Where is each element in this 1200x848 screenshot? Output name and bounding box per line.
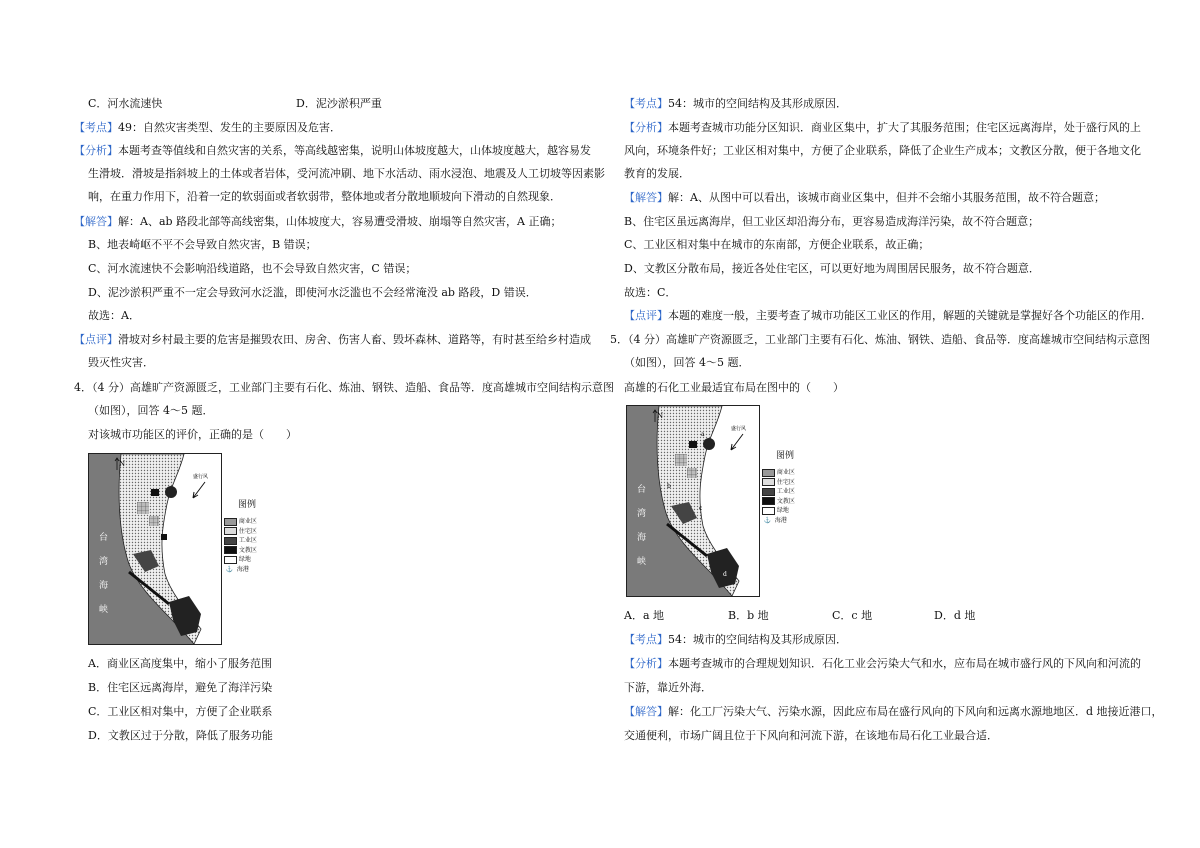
commercial-zone [149, 516, 159, 526]
question-4-stem-3: 对该城市功能区的评价，正确的是（ ） [88, 428, 297, 441]
culture-zone [165, 486, 177, 498]
point-a-label: a [701, 431, 705, 438]
answer-line: 故选：A． [88, 309, 140, 322]
dianping-line-1 [74, 332, 591, 347]
kaodian-tag: 【考点】 [624, 633, 668, 646]
commercial-zone [137, 502, 149, 514]
wind-label: 盛行风 [731, 426, 747, 432]
commercial-swatch [224, 518, 237, 526]
kaodian-line [74, 120, 341, 135]
jieda-text-4: D、泥沙淤积严重不一定会导致河水泛滥，即使河水泛滥也不会经常淹没 ab 路段，D 错误． [88, 286, 537, 299]
dianping-text-2: 毁灭性灾害． [88, 356, 154, 369]
anchor-icon: ⚓ [225, 565, 234, 573]
commercial-zone [675, 454, 687, 466]
city-map-figure-1 [88, 453, 222, 645]
legend-item [224, 526, 270, 536]
north-label: N [657, 412, 664, 420]
north-label: N [119, 460, 126, 468]
question-4-option-b: B．住宅区远离海岸，避免了海洋污染 [88, 681, 273, 694]
r-jieda-text-2: B、住宅区虽远离海岸，但工业区却沿海分布，更容易造成海洋污染，故不符合题意； [624, 215, 1040, 228]
legend-item [762, 515, 808, 524]
green-swatch [762, 507, 775, 515]
city-map-svg-2 [627, 406, 759, 596]
question-4-stem-2: （如图），回答 4～5 题． [88, 404, 214, 417]
jieda-line-1 [74, 214, 561, 229]
fenxi-tag: 【分析】 [624, 657, 668, 670]
sea-label-4: 峡 [637, 557, 647, 567]
legend-title: 图例 [237, 500, 256, 510]
legend-1 [224, 497, 270, 573]
dianping-text: 本题的难度一般，主要考查了城市功能区工业区的作用，解题的关键就是掌握好各个功能区的作用． [668, 309, 1152, 322]
fenxi-text-2: 生滑坡．滑坡是指斜坡上的土体或者岩体，受河流冲刷、地下水活动、雨水浸泡、地震及人工切坡等因素影 [88, 167, 605, 180]
r-fenxi-text-2: 风向，环境条件好；工业区相对集中，方便了企业联系，降低了企业生产成本；文教区分散，便于各地文化 [624, 144, 1141, 157]
legend-title: 图例 [775, 451, 794, 461]
dianping-text-1: 滑坡对乡村最主要的危害是摧毁农田、房舍、伤害人畜、毁坏森林、道路等，有时甚至给乡村造成 [118, 333, 591, 346]
commercial-swatch [762, 469, 775, 477]
fenxi-text-1: 本题考查城市的合理规划知识．石化工业会污染大气和水，应布局在城市盛行风的下风向和河流的 [668, 657, 1141, 670]
jieda-text-1: 解：A、从图中可以看出，该城市商业区集中，但并不会缩小其服务范围，故不符合题意； [668, 191, 1105, 204]
culture-zone [689, 441, 697, 448]
city-map-figure-2 [626, 405, 760, 597]
fenxi-text-1: 本题考查等值线和自然灾害的关系，等高线越密集，说明山体坡度越大，山体坡度越大，越容易发 [118, 144, 591, 157]
r-kaodian-line [624, 96, 847, 111]
sea-label-2: 湾 [637, 509, 647, 519]
r-answer-line: 故选：C． [624, 286, 677, 299]
legend-item [224, 516, 270, 526]
legend-label: 海港 [236, 565, 249, 573]
legend-item [762, 496, 808, 506]
sea-label-2: 湾 [99, 557, 109, 567]
r-fenxi2-text-2: 下游，靠近外海． [624, 681, 712, 694]
legend-label: 商业区 [776, 469, 795, 476]
legend-label: 绿地 [238, 556, 251, 563]
jieda-text-2: B、地表崎岖不平不会导致自然灾害，B 错误； [88, 238, 317, 251]
legend-item [762, 477, 808, 487]
residential-swatch [762, 478, 775, 486]
sea-label-3: 海 [637, 533, 647, 543]
jieda-tag: 【解答】 [624, 191, 668, 204]
r-jieda2-text-2: 交通便利，市场广阔且位于下风向和河流下游，在该地布局石化工业最合适． [624, 729, 998, 742]
legend-item [762, 467, 808, 477]
legend-item [224, 564, 270, 573]
culture-swatch [762, 497, 775, 505]
kaodian-text: 54：城市的空间结构及其形成原因． [668, 97, 847, 110]
kaodian-tag: 【考点】 [74, 121, 118, 134]
kaodian-tag: 【考点】 [624, 97, 668, 110]
question-5-option-a: A．a 地 [624, 609, 664, 622]
industrial-swatch [762, 488, 775, 496]
residential-swatch [224, 527, 237, 535]
fenxi-tag: 【分析】 [74, 144, 118, 157]
legend-label: 住宅区 [238, 527, 257, 535]
point-c-label: c [699, 505, 703, 512]
legend-label: 商业区 [238, 518, 257, 525]
fenxi-text-1: 本题考查城市功能分区知识．商业区集中，扩大了其服务范围；住宅区远离海岸，处于盛行风的上 [668, 121, 1141, 134]
legend-item [224, 554, 270, 564]
point-b-label: b [667, 483, 671, 490]
legend-label: 工业区 [776, 488, 795, 495]
question-4-option-a: A．商业区高度集中，缩小了服务范围 [88, 657, 272, 670]
question-5-stem-3: 高雄的石化工业最适宜布局在图中的（ ） [624, 381, 844, 394]
question-4-option-c: C．工业区相对集中，方便了企业联系 [88, 705, 273, 718]
jieda-text-1: 解：A、ab 路段北部等高线密集，山体坡度大，容易遭受滑坡、崩塌等自然灾害，A 正确； [118, 215, 562, 228]
jieda-text-1: 解：化工厂污染大气、污染水源，因此应布局在盛行风向的下风向和远离水源地地区．d 地接近港口， [668, 705, 1163, 718]
legend-label: 海港 [774, 516, 787, 524]
legend-item [224, 545, 270, 555]
culture-zone [151, 489, 159, 496]
culture-zone [161, 534, 167, 540]
wind-label: 盛行风 [193, 474, 209, 480]
legend-item [224, 535, 270, 545]
fenxi-line-1 [74, 143, 591, 158]
question-5-option-b: B．b 地 [728, 609, 769, 622]
dianping-tag: 【点评】 [74, 333, 118, 346]
commercial-zone [687, 468, 697, 478]
question-4-option-d: D．文教区过于分散，降低了服务功能 [88, 729, 273, 742]
wind-arrow-icon [731, 434, 743, 450]
fenxi-text-3: 响，在重力作用下，沿着一定的软弱面或者软弱带，整体地或者分散地顺坡向下滑动的自然现象． [88, 190, 561, 203]
dianping-tag: 【点评】 [624, 309, 668, 322]
legend-label: 文教区 [776, 497, 795, 505]
sea-label-4: 峡 [99, 605, 109, 615]
r-dianping-line [624, 308, 1152, 323]
jieda-text-3: C、河水流速快不会影响沿线道路，也不会导致自然灾害，C 错误； [88, 262, 417, 275]
fenxi-tag: 【分析】 [624, 121, 668, 134]
question-5-stem-2: （如图），回答 4～5 题． [624, 356, 750, 369]
legend-label: 住宅区 [776, 478, 795, 486]
question-5-option-c: C．c 地 [832, 609, 873, 622]
legend-item [762, 505, 808, 515]
legend-label: 绿地 [776, 507, 789, 514]
legend-item [762, 486, 808, 496]
r-jieda-text-4: D、文教区分散布局，接近各处住宅区，可以更好地为周围居民服务，故不符合题意． [624, 262, 1040, 275]
legend-label: 文教区 [238, 546, 257, 554]
r-fenxi2-line-1 [624, 656, 1141, 671]
option-c: C．河水流速快 [88, 97, 163, 110]
question-5-stem-1: 5．（4 分）高雄旷产资源匮乏，工业部门主要有石化、炼油、钢铁、造船、食品等．度高雄城市空间结构示意图 [610, 333, 1150, 346]
sea-label-3: 海 [99, 581, 109, 591]
kaodian-text: 49：自然灾害类型、发生的主要原因及危害． [118, 121, 341, 134]
jieda-tag: 【解答】 [74, 215, 118, 228]
culture-zone [703, 438, 715, 450]
r-jieda-line-1 [624, 190, 1105, 205]
jieda-tag: 【解答】 [624, 705, 668, 718]
wind-arrow-icon [193, 482, 205, 498]
point-d-label: d [723, 571, 727, 578]
green-swatch [224, 556, 237, 564]
sea-label-1: 台 [99, 533, 109, 543]
kaodian-text: 54：城市的空间结构及其形成原因． [668, 633, 847, 646]
option-d: D．泥沙淤积严重 [296, 97, 382, 110]
legend-2 [762, 448, 808, 524]
question-4-stem-1: 4．（4 分）高雄旷产资源匮乏，工业部门主要有石化、炼油、钢铁、造船、食品等．度高雄城市空间结构示意图 [74, 381, 614, 394]
r-jieda2-line-1 [624, 704, 1163, 719]
legend-label: 工业区 [238, 537, 257, 544]
r-fenxi-text-3: 教育的发展． [624, 167, 690, 180]
question-5-option-d: D．d 地 [934, 609, 976, 622]
industrial-swatch [224, 537, 237, 545]
anchor-icon: ⚓ [763, 516, 772, 524]
r-kaodian2-line [624, 632, 847, 647]
r-jieda-text-3: C、工业区相对集中在城市的东南部，方便企业联系，故正确； [624, 238, 930, 251]
city-map-svg-1 [89, 454, 221, 644]
culture-swatch [224, 546, 237, 554]
sea-label-1: 台 [637, 485, 647, 495]
r-fenxi-line-1 [624, 120, 1141, 135]
